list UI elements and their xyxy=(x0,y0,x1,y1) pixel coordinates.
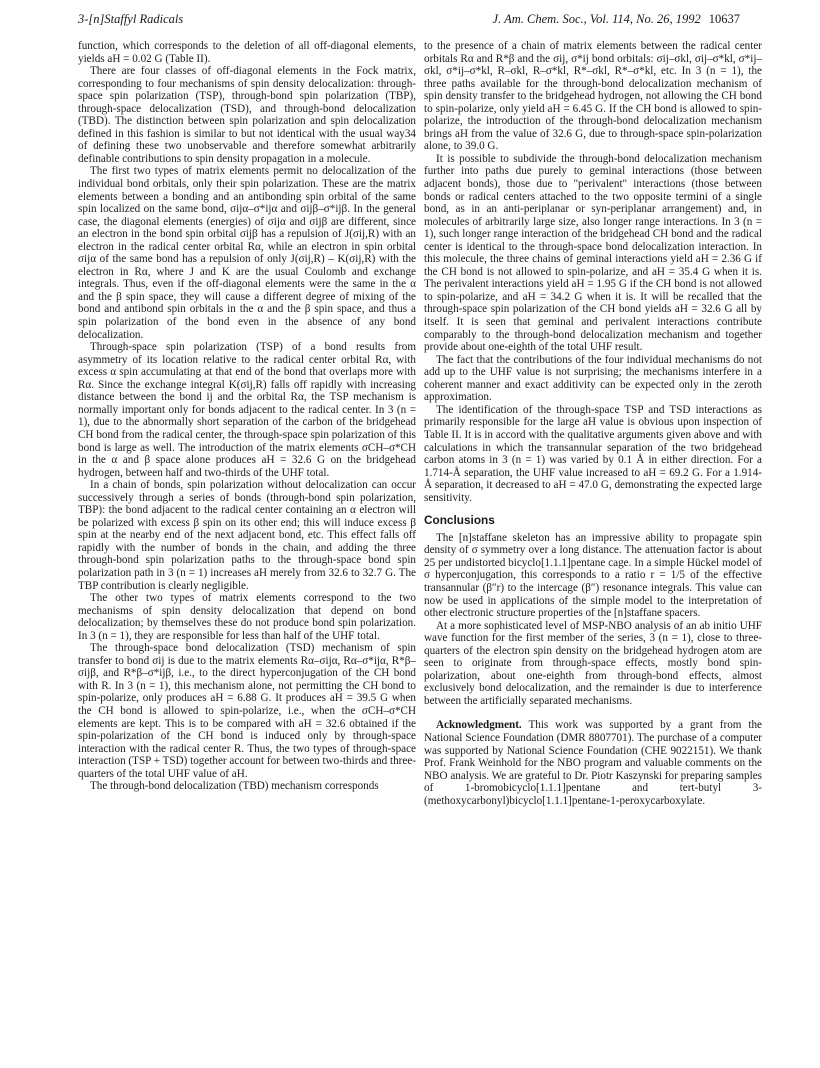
running-head xyxy=(78,12,740,28)
acknowledgment xyxy=(424,719,762,807)
acknowledgment-text: This work was supported by a grant from the National Science Foundation (DMR 8807701). The purchase of a computer was supported by National Science Foundation (CHE 9022151). We thank Prof. Frank Weinhold for the NBO program and valuable comments on the NBO analysis. We are grateful to Dr. Piotr Kaszynski for preparing samples of 1-bromobicyclo[1.1.1]pentane and tert-butyl 3-(methoxycarbonyl)bicyclo[1.1.1]pentane-1-peroxycarboxylate. xyxy=(424,719,762,807)
section-heading-conclusions: Conclusions xyxy=(424,513,495,528)
running-title: 3-[n]Staffyl Radicals xyxy=(78,12,184,26)
paragraph: There are four classes of off-diagonal elements in the Fock matrix, corresponding to four mechanisms of spin density delocalization: through-space spin polarization (TSP), through-bond spin polarization (TBP), through-space delocalization (TSD), and through-bond delocalization (TBD). The distinction between spin polarization and spin delocalization defined in this fashion is similar to but not identical with the usual way34 of defining these two unobservable and therefore somewhat arbitrarily definable contributions to spin density propagation in a molecule. xyxy=(78,65,416,165)
paragraph: In a chain of bonds, spin polarization without delocalization can occur successively through a series of bonds (through-bond spin polarization, TBP): the bond adjacent to the radical center containing an α electron will be polarized with excess β spin on its other end; this will induce excess β spin at the nearby end of the next adjacent bond, etc. This effect falls off rapidly with the number of bonds in the chain, and adding the three through-bond spin polarization paths to the through-space bond spin polarization path in 3 (n = 1) increases aH merely from 32.6 to 32.7 G. The TBP contribution is clearly negligible. xyxy=(78,479,416,592)
paragraph: The fact that the contributions of the four individual mechanisms do not add up to the UHF value is not surprising; the mechanisms interfere in a coherent manner and exact additivity can be expected only in the zeroth approximation. xyxy=(424,353,762,404)
paragraph: The first two types of matrix elements permit no delocalization of the individual bond orbitals, only their spin polarization. These are the matrix elements between a bonding and an antibonding spin orbital of the same spin localized on the same bond, σijα–σ*ijα and σijβ–σ*ijβ. In the general case, the diagonal elements (energies) of σijα and σijβ are different, since an electron in the bond spin orbital σijβ has a repulsion of J(σij,R) with an electron in the radical center orbital Rα, while an electron in spin orbital σijα of the same bond has a repulsion of only J(σij,R) – K(σij,R) with the electron in Rα, where J and K are the usual Coulomb and exchange integrals. Thus, even if the off-diagonal elements were the same in the α and the β spin space, they will cause a different degree of mixing of the bond and antibond spin orbitals in the α and the β spin space, and thus a spin polarization of the bond even in the absence of any bond delocalization. xyxy=(78,165,416,341)
paragraph: The [n]staffane skeleton has an impressive ability to propagate spin density of σ symmetry over a long distance. The attenuation factor is about 25 per undistorted bicyclo[1.1.1]pentane cage. In a simple Hückel model of σ hyperconjugation, this corresponds to a ratio r = 1/5 of the effective transannular (β″r) to the intercage (β″) resonance integrals. This value can now be used in applications of the simple model to the interpretation of other electronic structure properties of the [n]staffane spacers. xyxy=(424,531,762,620)
paragraph: function, which corresponds to the deletion of all off-diagonal elements, yields aH = 0.02 G (Table II). xyxy=(78,40,416,65)
journal-citation xyxy=(493,12,740,27)
left-column xyxy=(78,40,416,793)
journal-reference: J. Am. Chem. Soc., Vol. 114, No. 26, 1992 xyxy=(492,12,701,26)
paragraph: At a more sophisticated level of MSP-NBO analysis of an ab initio UHF wave function for the first member of the series, 3 (n = 1), close to three-quarters of the electron spin density on the bridgehead hydrogen atom are seen to originate from through-space effects, mostly bond spin-polarization, about one-eighth from through-bond effects, almost exclusively bond delocalization, and the remainder is due to interference between the artificially separated mechanisms. xyxy=(424,619,762,707)
paragraph: It is possible to subdivide the through-bond delocalization mechanism further into paths due purely to geminal interactions (those between adjacent bonds), those due to "perivalent" interactions (those between bonds or radical centers attached to the two opposite termini of a single bond, as in an anti-periplanar or syn-periplanar arrangement) and, in molecules of arbitrarily large size, also longer range interactions. In 3 (n = 1), such longer range interaction of the bridgehead CH bond and the radical center is identical to the through-space bond delocalization interaction. In this molecule, the three chains of geminal interactions yield aH = 2.36 G if the CH bond is not allowed to spin-polarize, and aH = 35.4 G when it is. The perivalent interactions yield aH = 1.95 G if the CH bond is not allowed to spin-polarize, and aH = 34.2 G when it is. It will be recalled that the through-space spin polarization of the CH bond yields aH = 32.6 G all by itself. It is seen that geminal and perivalent interactions contribute comparably to the through-bond delocalization mechanism and together provide about one-eighth of the total UHF result. xyxy=(424,152,762,354)
paragraph: The through-space bond delocalization (TSD) mechanism of spin transfer to bond σij is due to the matrix elements Rα–σijα, Rα–σ*ijα, R*β–σijβ, and R*β–σ*ijβ, i.e., to the direct hyperconjugation of the CH bond with R. In 3 (n = 1), this mechanism alone, not permitting the CH bond to spin-polarize, only produces aH = 6.88 G. It produces aH = 39.5 G when the CH bond is allowed to spin-polarize, i.e., when the σCH–σ*CH elements are kept. This is to be compared with aH = 32.6 obtained if the spin-polarization of the CH bond is induced only by through-space interaction with the radical center R. Thus, the two types of through-space interaction (TSP + TSD) together account for between two-thirds and three-quarters of the total UHF value of aH. xyxy=(78,642,416,780)
acknowledgment-label: Acknowledgment. xyxy=(436,719,522,732)
paragraph: to the presence of a chain of matrix elements between the radical center orbitals Rα and R*β and the σij, σ*ij bond orbitals: σij–σkl, σij–σ*kl, σ*ij–σkl, σ*ij–σ*kl, R–σkl, R–σ*kl, R*–σkl, R*–σ*kl, etc. In 3 (n = 1), the three paths available for the through-bond delocalization mechanism of spin density transfer to the bridgehead hydrogen, not allowing the CH bond to spin-polarize, only yield aH = 6.45 G. If the CH bond is allowed to spin-polarize, the introduction of the through-bond delocalization mechanism brings aH from the value of 32.6 G, due to through-space spin-polarization alone, to 39.0 G. xyxy=(424,40,762,153)
paragraph: Through-space spin polarization (TSP) of a bond results from asymmetry of its location relative to the radical center orbital Rα, with excess α spin accumulating at that end of the bond that overlaps more with Rα. Since the exchange integral K(σij,R) falls off rapidly with increasing distance between the bond ij and the orbital Rα, the TSP mechanism is normally important only for bonds adjacent to the radical center. In 3 (n = 1), due to the abnormally short separation of the carbon of the bridgehead CH bond from the radical center, the through-space spin polarization of this bond is large as well. The introduction of the matrix elements σCH–σ*CH in the α and β space alone produces aH = 32.6 G on the bridgehead hydrogen, between half and two-thirds of the UHF total. xyxy=(78,341,416,479)
paragraph: The through-bond delocalization (TBD) mechanism corresponds xyxy=(90,780,379,793)
page-number: 10637 xyxy=(708,12,740,26)
paragraph: The identification of the through-space TSP and TSD interactions as primarily responsible for the large aH value is obvious upon inspection of Table II. It is in accord with the qualitative arguments given above and with calculations in which the transannular separation of the two bridgehead carbon atoms in 3 (n = 1) was varied by 0.1 Å in either direction. For a 1.714-Å separation, the UHF value increased to aH = 69.2 G. For a 1.914-Å separation, it decreased to aH = 47.0 G, demonstrating the expected large sensitivity. xyxy=(424,403,762,504)
right-column xyxy=(424,40,762,807)
paragraph: The other two types of matrix elements correspond to the two mechanisms of spin density delocalization that depend on bond delocalization; by themselves these do not produce bond spin polarization. In 3 (n = 1), they are responsible for less than half of the UHF total. xyxy=(78,592,416,642)
